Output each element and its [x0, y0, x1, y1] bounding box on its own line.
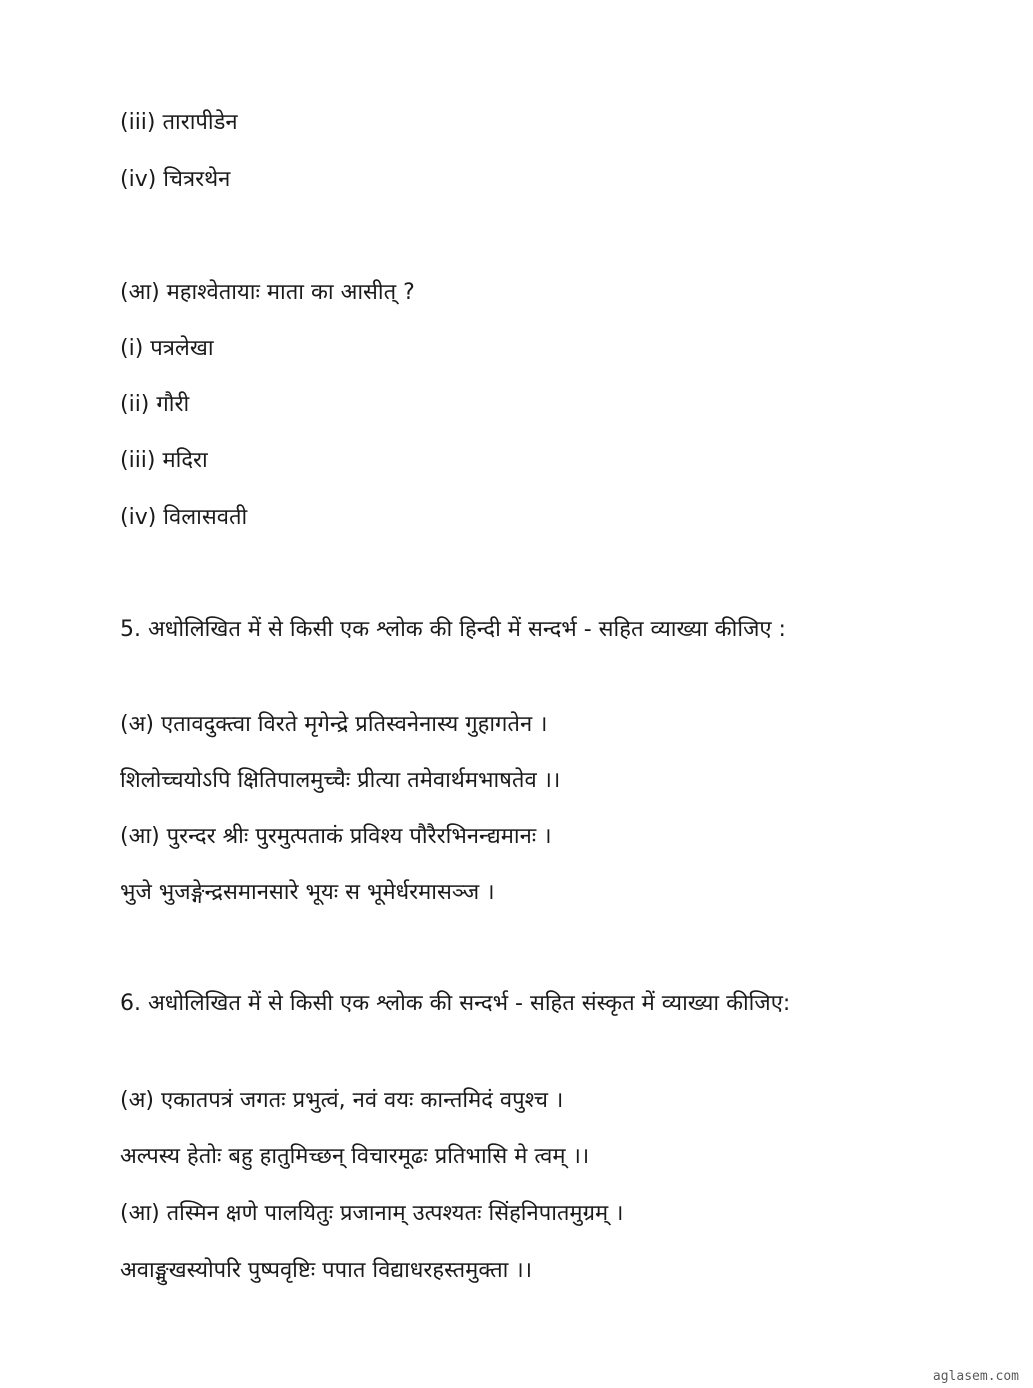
question-6-instruction: 6. अधोलिखित में से किसी एक श्लोक की सन्दर्भ - सहित संस्कृत में व्याख्या कीजिए: [120, 991, 791, 1016]
q5-verse-a-line-1: (अ) एतावदुक्त्वा विरते मृगेन्द्रे प्रतिस्वनेनास्य गुहागतेन । [120, 712, 548, 737]
site-watermark: aglasem.com [932, 1369, 1019, 1384]
option-ii-gauri: (ii) गौरी [120, 392, 190, 417]
q6-verse-a-line-2: अल्पस्य हेतोः बहु हातुमिच्छन् विचारमूढः प्रतिभासि मे त्वम् ।। [120, 1144, 590, 1169]
question-mahashveta-mata: (आ) महाश्वेतायाः माता का आसीत् ? [120, 280, 415, 305]
option-iv-chitrarathena: (iv) चित्ररथेन [120, 167, 231, 192]
q5-verse-a-line-2: शिलोच्चयोऽपि क्षितिपालमुच्चैः प्रीत्या तमेवार्थमभाषतेव ।। [120, 768, 561, 793]
option-iv-vilasavati: (iv) विलासवती [120, 505, 248, 530]
q5-verse-aa-line-1: (आ) पुरन्दर श्रीः पुरमुत्पताकं प्रविश्य पौरैरभिनन्द्यमानः । [120, 824, 552, 849]
question-5-instruction: 5. अधोलिखित में से किसी एक श्लोक की हिन्दी में सन्दर्भ - सहित व्याख्या कीजिए : [120, 617, 786, 642]
q6-verse-aa-line-2: अवाङ्मुखस्योपरि पुष्पवृष्टिः पपात विद्याधरहस्तमुक्ता ।। [120, 1258, 533, 1283]
option-i-patralekha: (i) पत्रलेखा [120, 336, 214, 361]
q5-verse-aa-line-2: भुजे भुजङ्गेन्द्रसमानसारे भूयः स भूमेर्धरमासञ्ज । [120, 880, 495, 905]
q6-verse-aa-line-1: (आ) तस्मिन क्षणे पालयितुः प्रजानाम् उत्पश्यतः सिंहनिपातमुग्रम् । [120, 1201, 624, 1226]
option-iii-madira: (iii) मदिरा [120, 448, 208, 473]
option-iii-taarapidena: (iii) तारापीडेन [120, 110, 238, 135]
q6-verse-a-line-1: (अ) एकातपत्रं जगतः प्रभुत्वं, नवं वयः कान्तमिदं वपुश्च । [120, 1088, 564, 1113]
